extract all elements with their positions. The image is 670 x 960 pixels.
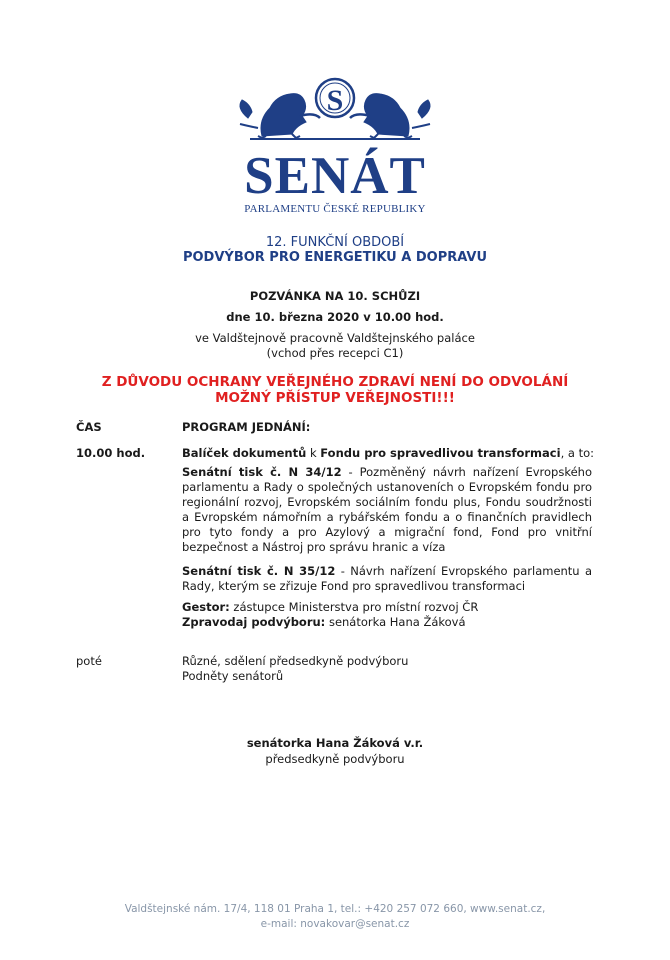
invitation-title: POZVÁNKA NA 10. SCHŮZI <box>249 289 421 303</box>
print1-id: Senátní tisk č. N 34/12 <box>182 465 342 479</box>
print2-id: Senátní tisk č. N 35/12 <box>182 564 336 578</box>
rapporteur-line <box>182 615 466 630</box>
footer-address: Valdštejnské nám. 17/4, 118 01 Praha 1, tel.: +420 257 072 660, www.senat.cz, <box>124 903 546 915</box>
rapporteur-label: Zpravodaj podvýboru: <box>182 615 326 629</box>
public-access-warning <box>0 374 670 406</box>
signature-role: předsedkyně podvýboru <box>265 752 405 766</box>
senate-print-34 <box>182 465 592 555</box>
item1-time: 10.00 hod. <box>76 446 146 460</box>
intro-text2: , a to: <box>560 446 594 460</box>
term-label: 12. FUNKČNÍ OBDOBÍ <box>265 235 405 250</box>
item1-intro <box>182 446 594 461</box>
senate-print-35 <box>182 564 592 594</box>
program-column-header: PROGRAM JEDNÁNÍ: <box>182 420 311 434</box>
gestor-line <box>182 600 478 615</box>
emblem-letter: S <box>326 84 344 117</box>
gestor-label: Gestor: <box>182 600 230 614</box>
senat-subtitle: PARLAMENTU ČESKÉ REPUBLIKY <box>244 203 426 215</box>
left-lion-icon <box>240 94 320 138</box>
meeting-place <box>0 331 670 361</box>
intro-bold2: Fondu pro spravedlivou transformaci <box>320 446 561 460</box>
print1-description: - Pozměněný návrh nařízení Evropského parlamentu a Rady o společných ustanoveních o Evropském fondu pro regionální rozvoj, Evropském sociálním fondu plus, Fondu soudržnosti a Evropském námořním a rybářském fondu a o finančních pravidlech pro tyto fondy a pro Azylový a migrační fond, Fond pro vnitřní bezpečnost a Nástroj pro správu hranic a víza <box>182 465 593 554</box>
meeting-place-line2: (vchod přes recepci C1) <box>266 346 404 360</box>
item2-line1: Různé, sdělení předsedkyně podvýboru <box>182 654 409 668</box>
committee-name: PODVÝBOR PRO ENERGETIKU A DOPRAVU <box>182 250 488 265</box>
warning-line1: Z DŮVODU OCHRANY VEŘEJNÉHO ZDRAVÍ NENÍ DO ODVOLÁNÍ <box>101 374 569 390</box>
time-column-header: ČAS <box>76 420 102 434</box>
right-lion-icon <box>350 94 430 138</box>
footer-email: e-mail: novakovar@senat.cz <box>260 918 410 930</box>
senat-wordmark: SENÁT <box>244 147 426 205</box>
item2-line2: Podněty senátorů <box>182 669 284 683</box>
warning-line2: MOŽNÝ PŘÍSTUP VEŘEJNOSTI!!! <box>215 390 455 406</box>
intro-text1: k <box>306 446 321 460</box>
intro-bold1: Balíček dokumentů <box>182 446 307 460</box>
print2-description: - Návrh nařízení Evropského parlamentu a Rady, kterým se zřizuje Fond pro spravedlivou transformaci <box>182 564 592 593</box>
meeting-date: dne 10. března 2020 v 10.00 hod. <box>226 310 444 324</box>
item2-time: poté <box>76 654 102 668</box>
rapporteur-value: senátorka Hana Žáková <box>325 615 466 629</box>
meeting-place-line1: ve Valdštejnově pracovně Valdštejnského paláce <box>195 331 475 345</box>
gestor-value: zástupce Ministerstva pro místní rozvoj ČR <box>229 600 479 614</box>
signature-name: senátorka Hana Žáková v.r. <box>246 736 424 750</box>
